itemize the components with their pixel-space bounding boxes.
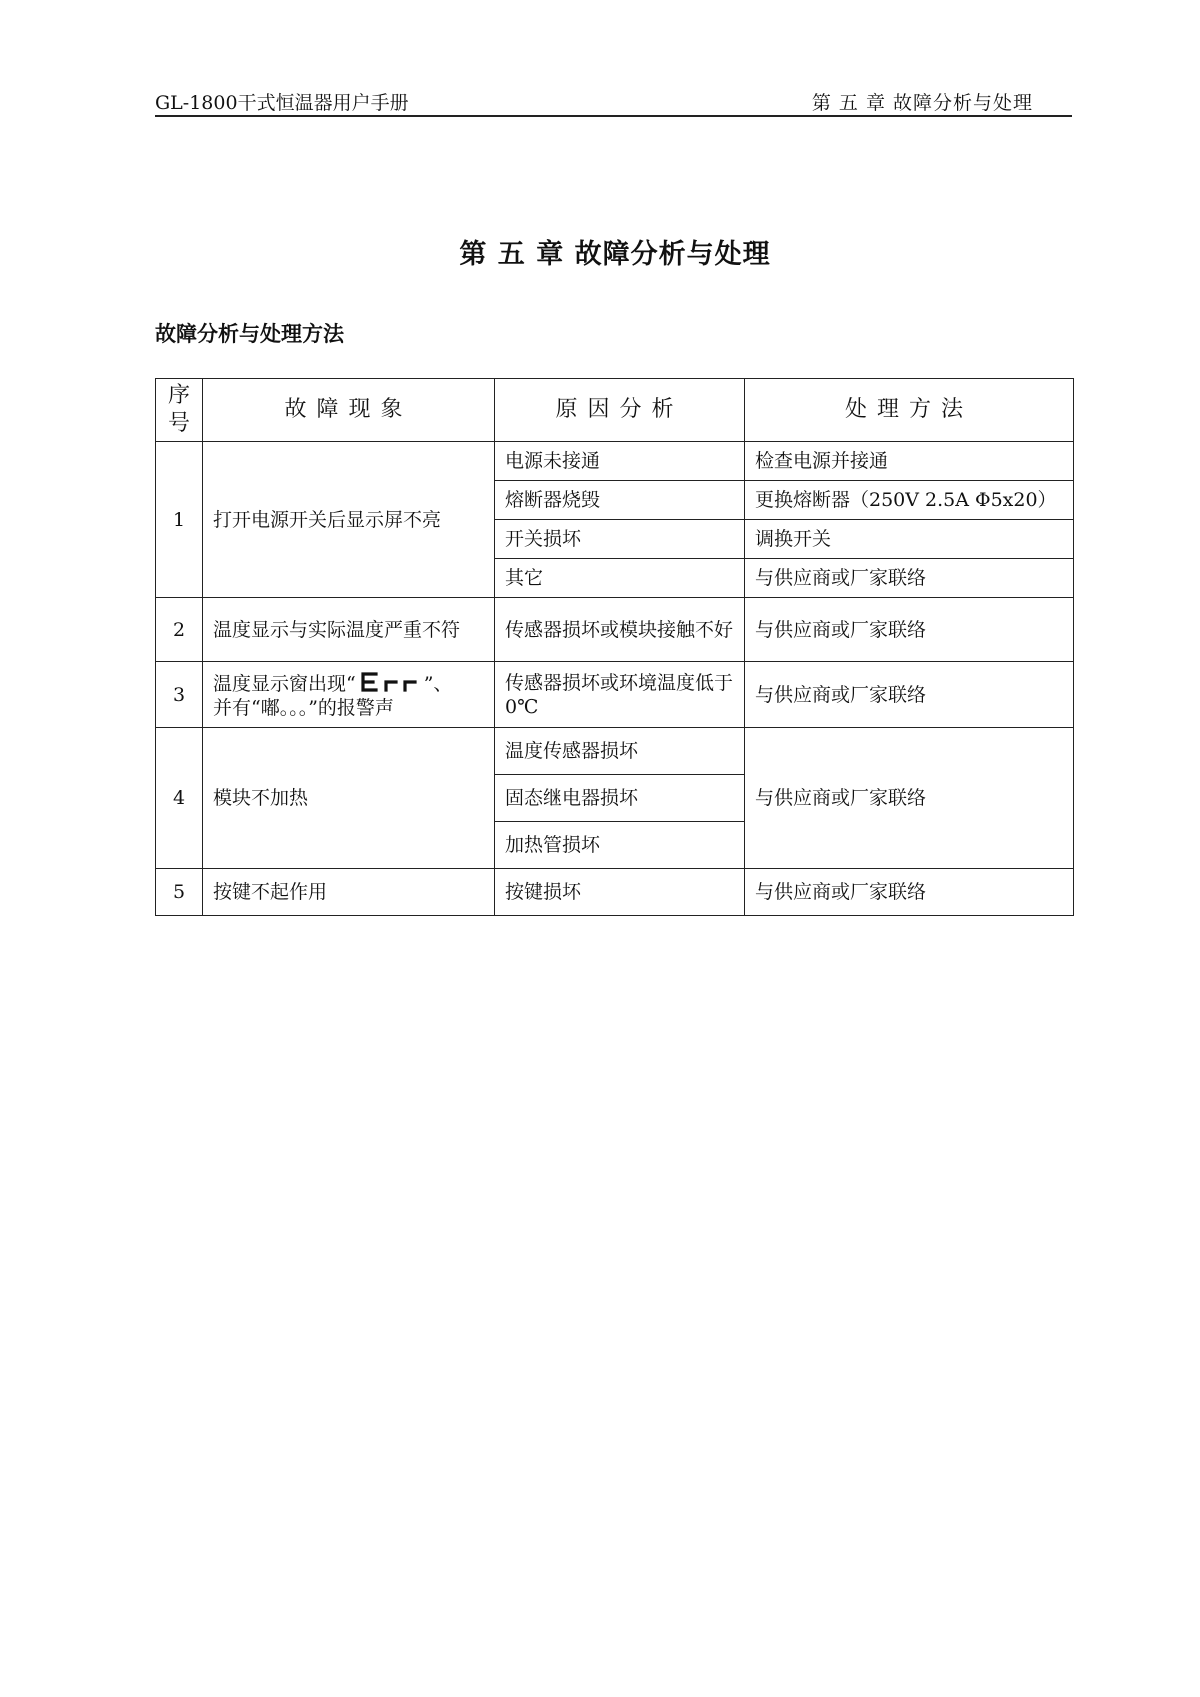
header-seq: 序 号 — [156, 379, 203, 442]
table-row — [156, 662, 1074, 728]
table-row — [156, 598, 1074, 662]
section-title: 故障分析与处理方法 — [155, 322, 344, 346]
row-cause: 熔断器烧毁 — [495, 481, 745, 520]
row-cause: 按键损坏 — [495, 869, 745, 916]
row-seq: 1 — [156, 442, 203, 598]
header-cause: 原因分析 — [495, 379, 745, 442]
err-display-icon — [356, 670, 424, 694]
row-symptom: 模块不加热 — [203, 728, 495, 869]
header-chapter-title: 第 五 章 故障分析与处理 — [811, 92, 1033, 114]
row-symptom: 打开电源开关后显示屏不亮 — [203, 442, 495, 598]
row-cause: 开关损坏 — [495, 520, 745, 559]
table-header-row — [156, 379, 1074, 442]
row-solution: 与供应商或厂家联络 — [745, 559, 1074, 598]
table-row — [156, 869, 1074, 916]
row-cause: 其它 — [495, 559, 745, 598]
row-solution: 检查电源并接通 — [745, 442, 1074, 481]
row-seq: 2 — [156, 598, 203, 662]
fault-table — [155, 378, 1074, 916]
row-solution: 与供应商或厂家联络 — [745, 728, 1074, 869]
header-manual-title: GL-1800干式恒温器用户手册 — [155, 92, 409, 114]
row-seq: 4 — [156, 728, 203, 869]
table-row — [156, 728, 1074, 775]
row-symptom: 温度显示窗出现“ ”、 并有“嘟。。。”的报警声 — [203, 662, 495, 728]
row-cause: 温度传感器损坏 — [495, 728, 745, 775]
row-solution: 与供应商或厂家联络 — [745, 598, 1074, 662]
row-cause: 电源未接通 — [495, 442, 745, 481]
row-cause: 传感器损坏或环境温度低于0℃ — [495, 662, 745, 728]
row-symptom: 温度显示与实际温度严重不符 — [203, 598, 495, 662]
row-seq: 5 — [156, 869, 203, 916]
chapter-title: 第 五 章 故障分析与处理 — [459, 239, 771, 270]
row-solution: 更换熔断器（250V 2.5A Φ5x20） — [745, 481, 1074, 520]
row-solution: 与供应商或厂家联络 — [745, 662, 1074, 728]
row-solution: 调换开关 — [745, 520, 1074, 559]
header-symptom: 故障现象 — [203, 379, 495, 442]
table-row — [156, 442, 1074, 481]
header-rule — [155, 115, 1072, 117]
row-cause: 传感器损坏或模块接触不好 — [495, 598, 745, 662]
row-seq: 3 — [156, 662, 203, 728]
row-cause: 固态继电器损坏 — [495, 775, 745, 822]
row-cause: 加热管损坏 — [495, 822, 745, 869]
row-symptom: 按键不起作用 — [203, 869, 495, 916]
header-solution: 处理方法 — [745, 379, 1074, 442]
row-solution: 与供应商或厂家联络 — [745, 869, 1074, 916]
